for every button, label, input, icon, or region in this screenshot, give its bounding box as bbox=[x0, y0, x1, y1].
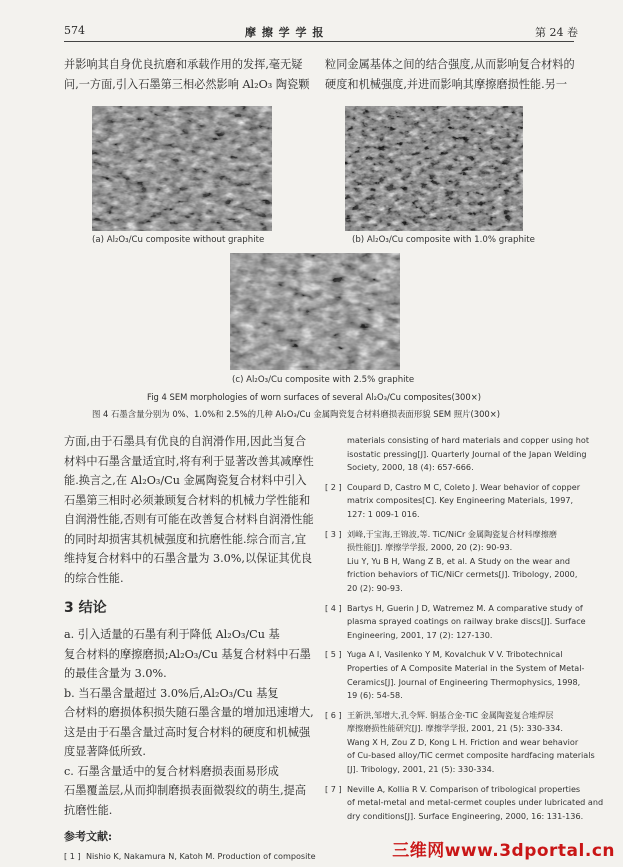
section-title: 3 结论 bbox=[64, 600, 107, 616]
top-text-right bbox=[325, 55, 575, 94]
reference-number: [ 4 ] bbox=[325, 602, 342, 613]
reference-item bbox=[325, 481, 597, 522]
reference-line: Properties of A Composite Material in the System of Metal- bbox=[347, 662, 585, 673]
page-number: 574 bbox=[64, 24, 85, 37]
text-line: 抗磨性能. bbox=[64, 803, 113, 817]
text-line: 的同时却损害其机械强度和抗磨性能.综合而言,宜 bbox=[64, 532, 307, 546]
reference-line: Liu Y, Yu B H, Wang Z B, et al. A Study on the wear and bbox=[347, 555, 571, 566]
reference-number: [ 6 ] bbox=[325, 709, 342, 720]
text-line: 这是由于石墨含量过高时复合材料的硬度和机械强 bbox=[64, 725, 311, 739]
text-line: 的最佳含量为 3.0%. bbox=[64, 667, 167, 680]
reference-line: [J]. Tribology, 2001, 21 (5): 330-334. bbox=[347, 764, 495, 775]
text-line: 石墨覆盖层,从而抑制磨损表面微裂纹的萌生,提高 bbox=[64, 784, 307, 797]
text-line: 问,一方面,引入石墨第三相必然影响 Al₂O₃ 陶瓷颗 bbox=[64, 77, 310, 91]
reference-line: Ceramics[J]. Journal of Engineering Thermophysics, 1998, bbox=[347, 676, 581, 687]
reference-number: [ 7 ] bbox=[325, 783, 342, 794]
reference-number: [ 3 ] bbox=[325, 528, 342, 539]
text-line: 度显著降低所致. bbox=[64, 745, 146, 758]
panel-b-caption: (b) Al₂O₃/Cu composite with 1.0% graphite bbox=[352, 235, 535, 245]
left-column bbox=[64, 432, 316, 864]
text-line: 能.换言之,在 Al₂O₃/Cu 金属陶瓷复合材料中引入 bbox=[64, 474, 307, 487]
reference-line: 19 (6): 54-58. bbox=[347, 690, 403, 701]
top-text-left bbox=[64, 55, 309, 94]
reference-line: 20 (2): 90-93. bbox=[347, 582, 403, 593]
sem-image-a bbox=[92, 106, 272, 231]
reference-line: friction behaviors of TiC/NiCr cermets[J]. Tribology, 2000, bbox=[347, 569, 578, 580]
reference-item bbox=[325, 602, 597, 643]
text-line: 复合材料的摩擦磨损;Al₂O₃/Cu 基复合材料中石墨 bbox=[64, 647, 311, 661]
reference-line: dry conditions[J]. Surface Engineering, 2000, 16: 131-136. bbox=[347, 810, 584, 821]
reference-line: 127: 1 009-1 016. bbox=[347, 508, 420, 519]
reference-number bbox=[325, 434, 347, 475]
references-heading: 参考文献: bbox=[64, 830, 113, 843]
reference-item bbox=[325, 434, 597, 475]
reference-line: Yuga A I, Vasilenko Y M, Kovalchuk V V. Tribotechnical bbox=[347, 649, 563, 660]
watermark-logo: 三维网www.3dportal.cn bbox=[392, 841, 615, 861]
text-line: 自润滑性能,否则有可能在改善复合材料自润滑性能 bbox=[64, 513, 314, 526]
reference-item bbox=[325, 783, 604, 824]
text-line: 硬度和机械强度,并进而影响其摩擦磨损性能.另一 bbox=[325, 77, 568, 91]
panel-c-caption: (c) Al₂O₃/Cu composite with 2.5% graphite bbox=[232, 375, 415, 385]
reference-line: 王新洪,邹增大,孔令辉. 铜基合金-TiC 金属陶瓷复合堆焊层 bbox=[347, 709, 554, 720]
text-line: 粒同金属基体之间的结合强度,从而影响复合材料的 bbox=[325, 58, 575, 71]
reference-item bbox=[64, 850, 316, 864]
reference-line: plasma sprayed coatings on railway brake discs[J]. Surface bbox=[347, 616, 586, 627]
text-line: c. 石墨含量适中的复合材料磨损表面易形成 bbox=[64, 764, 279, 778]
text-line: 方面,由于石墨具有优良的自润滑作用,因此当复合 bbox=[64, 435, 307, 448]
reference-line: materials consisting of hard materials and copper using hot bbox=[347, 435, 590, 445]
header-rule bbox=[64, 41, 574, 42]
text-line: 的综合性能. bbox=[64, 571, 124, 585]
journal-title: 摩 擦 学 学 报 bbox=[245, 26, 325, 39]
reference-line: Neville A, Kollia R V. Comparison of tribological properties bbox=[347, 783, 581, 794]
reference-line: of Cu-based alloy/TiC cermet composite hardfacing materials bbox=[347, 750, 595, 761]
references-list bbox=[325, 434, 604, 829]
reference-line: Engineering, 2001, 17 (2): 127-130. bbox=[347, 629, 493, 640]
volume-label: 第 24 卷 bbox=[535, 26, 578, 39]
reference-line: 摩擦磨损性能研究[J]. 摩擦学学报, 2001, 21 (5): 330-334. bbox=[347, 723, 563, 734]
reference-item bbox=[325, 709, 597, 777]
reference-item bbox=[325, 648, 597, 702]
reference-line: Bartys H, Guerin J D, Watremez M. A comparative study of bbox=[347, 602, 583, 613]
reference-number: [ 1 ] bbox=[64, 851, 81, 861]
reference-line: matrix composites[C]. Key Engineering Materials, 1997, bbox=[347, 495, 574, 506]
reference-item bbox=[325, 528, 597, 596]
reference-number: [ 2 ] bbox=[325, 481, 342, 492]
reference-line: Coupard D, Castro M C, Coleto J. Wear behavior of copper bbox=[347, 481, 581, 492]
figure-caption-en: Fig 4 SEM morphologies of worn surfaces of several Al₂O₃/Cu composites(300×) bbox=[147, 392, 481, 402]
text-line: 并影响其自身优良抗磨和承载作用的发挥,毫无疑 bbox=[64, 58, 303, 71]
text-line: 石墨第三相时必须兼顾复合材料的机械力学性能和 bbox=[64, 493, 311, 507]
sem-image-c bbox=[230, 253, 400, 370]
reference-line: Wang X H, Zou Z D, Kong L H. Friction and wear behavior bbox=[347, 736, 579, 747]
figure-caption-cn: 图 4 石墨含量分别为 0%、1.0%和 2.5%的几种 Al₂O₃/Cu 金属陶瓷复合材料磨损表面形貌 SEM 照片(300×) bbox=[92, 409, 501, 419]
reference-line: of metal-metal and metal-cermet couples under lubricated and bbox=[347, 797, 604, 808]
reference-line: isostatic pressing[J]. Quarterly Journal of the Japan Welding bbox=[347, 448, 587, 459]
text-line: 维持复合材料中的石墨含量为 3.0%,以保证其优良 bbox=[64, 552, 313, 565]
sem-image-b bbox=[345, 106, 523, 231]
reference-number: [ 5 ] bbox=[325, 649, 342, 660]
reference-line: Nishio K, Nakamura N, Katoh M. Production of composite bbox=[86, 851, 316, 861]
panel-a-caption: (a) Al₂O₃/Cu composite without graphite bbox=[92, 235, 265, 245]
text-line: b. 当石墨含量超过 3.0%后,Al₂O₃/Cu 基复 bbox=[64, 686, 279, 700]
text-line: 材料中石墨含量适宜时,将有利于显著改善其减摩性 bbox=[64, 454, 314, 468]
text-line: a. 引入适量的石墨有利于降低 Al₂O₃/Cu 基 bbox=[64, 628, 280, 641]
reference-line: Society, 2000, 18 (4): 657-666. bbox=[347, 462, 474, 473]
reference-line: 损性能[J]. 摩擦学学报, 2000, 20 (2): 90-93. bbox=[347, 542, 513, 553]
reference-line: 刘峰,于宝海,王锦波,等. TiC/NiCr 金属陶瓷复合材料摩擦磨 bbox=[347, 528, 557, 539]
text-line: 合材料的磨损体积损失随石墨含量的增加迅速增大, bbox=[64, 706, 314, 719]
